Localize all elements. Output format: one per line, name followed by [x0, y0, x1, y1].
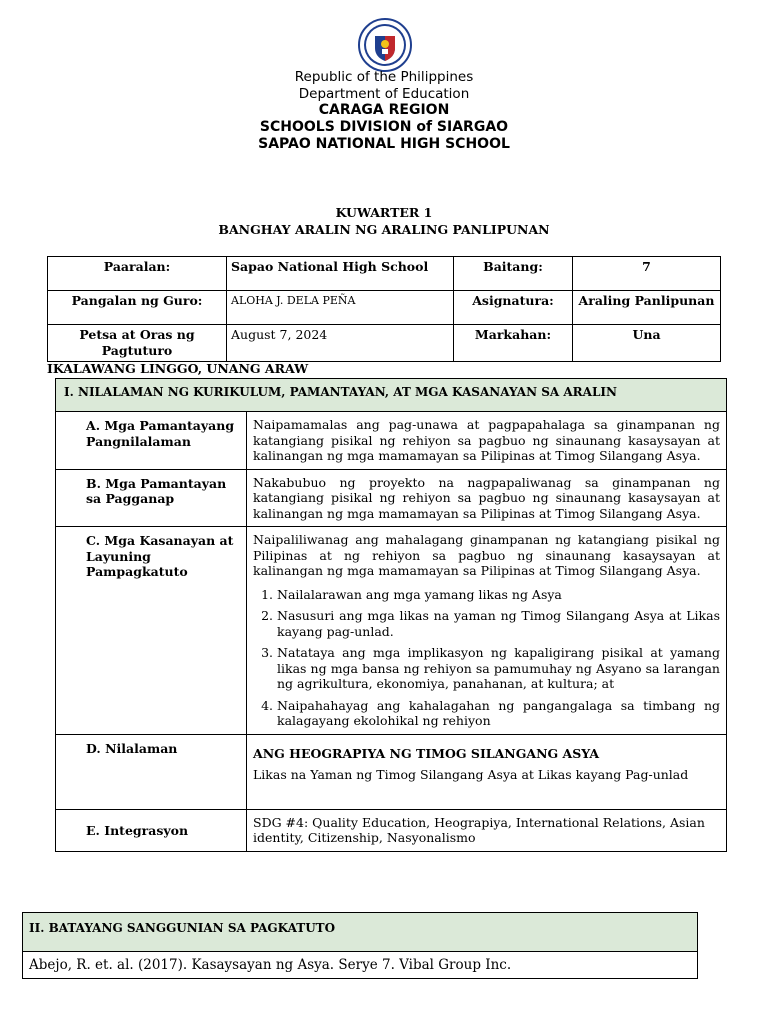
grade-value: 7: [573, 257, 721, 291]
content-standard-label: A. Mga Pamantayang Pangnilalaman: [56, 412, 247, 470]
list-item: 2. Nasusuri ang mga likas na yaman ng Timog Silangang Asya at Likas kayang pag-unlad.: [277, 608, 720, 639]
info-row: [48, 291, 721, 325]
subject-value: Araling Panlipunan: [573, 291, 721, 325]
table-row: [56, 734, 727, 809]
date-label: Petsa at Oras ng Pagtuturo: [48, 325, 227, 362]
teacher-label: Pangalan ng Guro:: [48, 291, 227, 325]
section-1-heading: I. NILALAMAN NG KURIKULUM, PAMANTAYAN, AT MGA KASANAYAN SA ARALIN: [56, 379, 727, 412]
reference-entry: Abejo, R. et. al. (2017). Kasaysayan ng Asya. Serye 7. Vibal Group Inc.: [23, 952, 698, 979]
content-label: D. Nilalaman: [56, 734, 247, 809]
header-division: SCHOOLS DIVISION of SIARGAO: [259, 119, 509, 135]
section-2-heading: II. BATAYANG SANGGUNIAN SA PAGKATUTO: [23, 913, 698, 952]
info-row: [48, 257, 721, 291]
curriculum-table: [55, 378, 727, 852]
section-heading-row: [56, 379, 727, 412]
list-item: 3. Natataya ang mga implikasyon ng kapaligirang pisikal at yamang likas ng mga bansa ng rehiyon sa pamumuhay ng Asyano sa larangan ng agrikultura, ekonomiya, panahanan, at kultura; at: [277, 645, 720, 692]
competencies-label: C. Mga Kasanayan at Layuning Pampagkatuto: [56, 527, 247, 735]
school-value: Sapao National High School: [227, 257, 454, 291]
list-item: 4. Naipahahayag ang kahalagahan ng pangangalaga sa timbang ng kalagayang ekolohikal ng rehiyon: [277, 698, 720, 729]
deped-seal-icon: [358, 18, 412, 72]
table-row: [56, 469, 727, 527]
table-row: [23, 952, 698, 979]
header-school: SAPAO NATIONAL HIGH SCHOOL: [258, 136, 510, 152]
competencies-cell: [247, 527, 727, 735]
week-day-label: IKALAWANG LINGGO, UNANG ARAW: [47, 361, 309, 376]
competencies-text: Naipaliliwanag ang mahalagang ginampanan ng katangiang pisikal ng Pilipinas at ng rehiyon sa pagbuo ng sinaunang kasaysayan at kalinangan ng mga mamamayan sa Pilipinas at Timog Silangang Asya.: [253, 532, 720, 578]
content-title: ANG HEOGRAPIYA NG TIMOG SILANGANG ASYA: [253, 745, 600, 761]
integration-text: SDG #4: Quality Education, Heograpiya, International Relations, Asian identity, Citizenship, Nasyonalismo: [247, 809, 727, 851]
content-cell: [247, 734, 727, 809]
performance-standard-label: B. Mga Pamantayan sa Pagganap: [56, 469, 247, 527]
table-row: [56, 527, 727, 735]
grade-label: Baitang:: [454, 257, 573, 291]
header-republic: Republic of the Philippines: [294, 69, 474, 85]
term-value: Una: [573, 325, 721, 362]
section-heading-row: [23, 913, 698, 952]
integration-label: E. Integrasyon: [56, 809, 247, 851]
list-item: 1. Nailalarawan ang mga yamang likas ng Asya: [277, 587, 720, 603]
performance-standard-text: Nakabubuo ng proyekto na nagpapaliwanag sa ginampanan ng katangiang pisikal ng rehiyon sa pagbuo ng sinaunang kasaysayan at kalinangan ng mga mamamayan sa Pilipinas at Timog Silangang Asya.: [247, 469, 727, 527]
content-standard-text: Naipamamalas ang pag-unawa at pagpapahalaga sa ginampanan ng katangiang pisikal ng rehiyon sa pagbuo ng sinaunang kasaysayan at kalinangan ng mga mamamayan sa Pilipinas at Timog Silangang Asya.: [247, 412, 727, 470]
info-row: [48, 325, 721, 362]
content-text: Likas na Yaman ng Timog Silangang Asya at Likas kayang Pag-unlad: [253, 767, 689, 782]
header-region: CARAGA REGION: [318, 102, 450, 118]
lesson-info-table: [47, 256, 721, 362]
references-table: [22, 912, 698, 979]
term-label: Markahan:: [454, 325, 573, 362]
teacher-value: ALOHA J. DELA PEÑA: [227, 291, 454, 325]
plan-title: BANGHAY ARALIN NG ARALING PANLIPUNAN: [218, 222, 550, 237]
date-value: August 7, 2024: [227, 325, 454, 362]
objectives-list: [253, 587, 720, 729]
subject-label: Asignatura:: [454, 291, 573, 325]
table-row: [56, 412, 727, 470]
school-label: Paaralan:: [48, 257, 227, 291]
quarter-title: KUWARTER 1: [335, 205, 433, 220]
header-department: Department of Education: [298, 86, 470, 102]
table-row: [56, 809, 727, 851]
